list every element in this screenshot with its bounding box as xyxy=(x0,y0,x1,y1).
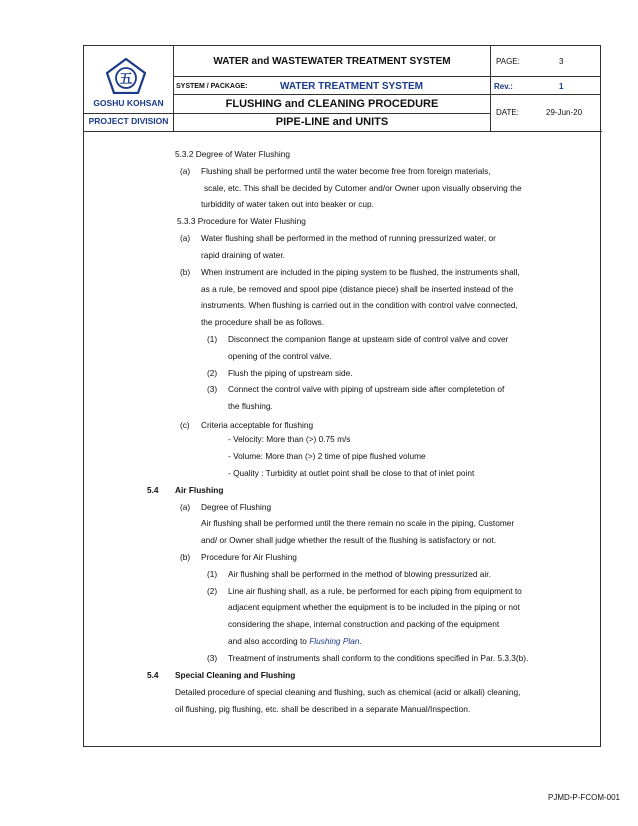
paragraph-line: Disconnect the companion flange at upsteam side of control valve and cover xyxy=(228,334,509,344)
criteria-line: - Volume: More than (>) 2 time of pipe flushed volume xyxy=(228,451,426,461)
flushing-plan-reference: Flushing Plan xyxy=(309,636,360,646)
paragraph-line: Air flushing shall be performed until the there remain no scale in the piping, Customer xyxy=(201,518,515,528)
section-number: 5.4 xyxy=(147,485,159,495)
paragraph-line: rapid draining of water. xyxy=(201,250,285,260)
paragraph-line: turbiddity of water taken out into beaker or cup. xyxy=(201,199,374,209)
section-heading: Air Flushing xyxy=(175,485,224,495)
paragraph-line: as a rule, be removed and spool pipe (distance piece) shall be inserted instead of the xyxy=(201,284,514,294)
paragraph-line: When instrument are included in the piping system to be flushed, the instruments shall, xyxy=(201,267,520,277)
paragraph-line: the procedure shall be as follows. xyxy=(201,317,325,327)
item-marker: (b) xyxy=(180,267,191,277)
period: . xyxy=(359,636,362,646)
subject-title: PIPE-LINE and UNITS xyxy=(275,116,389,128)
company-name: GOSHU KOHSAN xyxy=(93,98,164,108)
page-label: PAGE: xyxy=(496,57,520,66)
system-value: WATER TREATMENT SYSTEM xyxy=(280,81,423,92)
paragraph-line xyxy=(228,637,362,645)
item-marker: (a) xyxy=(180,502,191,512)
paragraph-line: Criteria acceptable for flushing xyxy=(201,420,314,430)
section-number: 5.4 xyxy=(147,670,159,680)
section-heading: 5.3.3 Procedure for Water Flushing xyxy=(177,216,306,226)
company-logo xyxy=(106,58,146,94)
procedure-title: FLUSHING and CLEANING PROCEDURE xyxy=(225,98,439,110)
paragraph-line: Treatment of instruments shall conform to the conditions specified in Par. 5.3.3(b). xyxy=(228,653,529,663)
paragraph-line: Water flushing shall be performed in the method of running pressurized water, or xyxy=(201,233,496,243)
document-code: PJMD-P-FCOM-001 xyxy=(547,793,620,802)
subitem-marker: (1) xyxy=(207,334,218,344)
subitem-marker: (3) xyxy=(207,384,218,394)
page-number: 3 xyxy=(559,57,564,66)
logo-glyph: 五 xyxy=(119,72,133,87)
paragraph-line: Procedure for Air Flushing xyxy=(201,552,297,562)
item-marker: (a) xyxy=(180,233,191,243)
date-label: DATE: xyxy=(496,108,519,117)
paragraph-line: the flushing. xyxy=(228,401,273,411)
subitem-marker: (2) xyxy=(207,586,218,596)
revision-value: 1 xyxy=(559,82,564,91)
document-title: WATER and WASTEWATER TREATMENT SYSTEM xyxy=(213,56,451,67)
paragraph-line: Flushing shall be performed until the water become free from foreign materials, xyxy=(201,166,491,176)
revision-label: Rev.: xyxy=(494,82,513,91)
paragraph-line: Air flushing shall be performed in the method of blowing pressurized air. xyxy=(228,569,491,579)
paragraph-line: Connect the control valve with piping of upstream side after completetion of xyxy=(228,384,505,394)
paragraph-text: and also according to xyxy=(228,636,310,646)
section-heading: 5.3.2 Degree of Water Flushing xyxy=(175,149,290,159)
paragraph-line: instruments. When flushing is carried out in the condition with control valve connected, xyxy=(201,300,518,310)
subitem-marker: (1) xyxy=(207,569,218,579)
paragraph-line: Line air flushing shall, as a rule, be performed for each piping from equipment to xyxy=(228,586,522,596)
system-label: SYSTEM / PACKAGE: xyxy=(176,83,248,90)
document-header xyxy=(84,46,600,131)
paragraph-line: scale, etc. This shall be decided by Cutomer and/or Owner upon visually observing the xyxy=(204,183,522,193)
section-heading: Special Cleaning and Flushing xyxy=(175,670,296,680)
paragraph-line: Flush the piping of upstream side. xyxy=(228,368,353,378)
paragraph-line: and/ or Owner shall judge whether the result of the flushing is satisfactory or not. xyxy=(201,535,497,545)
date-value: 29-Jun-20 xyxy=(546,108,583,117)
paragraph-line: Degree of Flushing xyxy=(201,502,272,512)
division-name: PROJECT DIVISION xyxy=(88,116,169,126)
criteria-line: - Velocity: More than (>) 0.75 m/s xyxy=(228,434,351,444)
item-marker: (c) xyxy=(180,420,190,430)
paragraph-line: adjacent equipment whether the equipment is to be included in the piping or not xyxy=(228,602,520,612)
subitem-marker: (2) xyxy=(207,368,218,378)
paragraph-line: opening of the control valve. xyxy=(228,351,332,361)
paragraph-line: Detailed procedure of special cleaning and flushing, such as chemical (acid or alkali) cleaning, xyxy=(175,687,521,697)
paragraph-line: oil flushing, pig flushing, etc. shall be described in a separate Manual/Inspection. xyxy=(175,704,471,714)
criteria-line: - Quality : Turbidity at outlet point shall be close to that of inlet point xyxy=(228,468,475,478)
item-marker: (b) xyxy=(180,552,191,562)
paragraph-line: considering the shape, internal construction and packing of the equipment xyxy=(228,619,500,629)
item-marker: (a) xyxy=(180,166,191,176)
subitem-marker: (3) xyxy=(207,653,218,663)
